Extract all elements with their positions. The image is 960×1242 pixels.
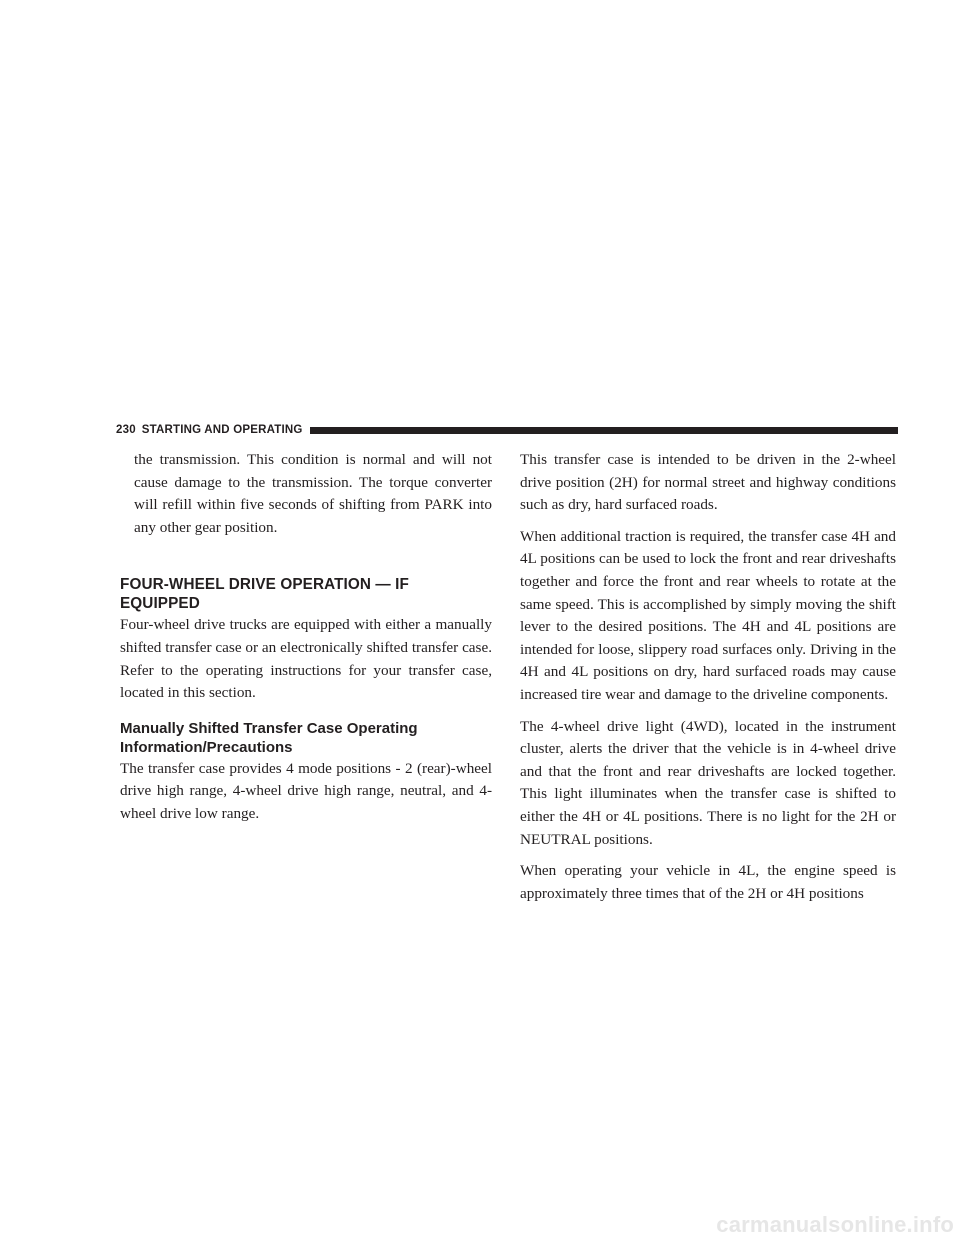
right-column <box>520 449 896 914</box>
header-rule <box>310 427 898 434</box>
section-paragraph: Four-wheel drive trucks are equipped with either a manually shifted transfer case or an electronically shifted transfer case. Refer to the operating instructions for your transfer case, located in this section. <box>120 616 492 702</box>
intro-paragraph: the transmission. This condition is normal and will not cause damage to the transmission. The torque converter will refill within five seconds of shifting from PARK into any other gear position. <box>134 451 492 536</box>
section-heading <box>120 575 492 613</box>
section-heading-line1: FOUR-WHEEL DRIVE OPERATION — IF <box>120 576 409 594</box>
page-number: 230 <box>116 424 136 436</box>
section-heading-line2: EQUIPPED <box>120 595 200 613</box>
subheading <box>120 719 492 757</box>
running-header <box>116 423 898 437</box>
left-column <box>120 449 492 835</box>
subheading-line1: Manually Shifted Transfer Case Operating <box>120 719 418 737</box>
sub-paragraph: The transfer case provides 4 mode positions - 2 (rear)-wheel drive high range, 4-wheel drive high range, neutral, and 4-wheel drive low range. <box>120 759 492 822</box>
paragraph-4l-speed: When operating your vehicle in 4L, the engine speed is approximately three times that of the 2H or 4H positions <box>520 862 896 902</box>
subheading-line2: Information/Precautions <box>120 738 293 756</box>
paragraph-traction: When additional traction is required, the transfer case 4H and 4L positions can be used to lock the front and rear driveshafts together and force the front and rear wheels to rotate at the same speed. This is accomplished by simply moving the shift lever to the desired positions. The 4H and 4L positions are intended for loose, slippery road surfaces only. Driving in the 4H and 4L positions on dry, hard surfaced roads may cause increased tire wear and damage to the driveline components. <box>520 527 896 703</box>
paragraph-2h: This transfer case is intended to be driven in the 2-wheel drive position (2H) for normal street and highway conditions such as dry, hard surfaced roads. <box>520 451 896 514</box>
section-title: STARTING AND OPERATING <box>141 424 303 436</box>
paragraph-4wd-light: The 4-wheel drive light (4WD), located in the instrument cluster, alerts the driver that the vehicle is in 4-wheel drive and that the front and rear driveshafts are locked together. This light illuminates when the transfer case is shifted to either the 4H or 4L positions. There is no light for the 2H or NEUTRAL positions. <box>520 717 896 848</box>
watermark: carmanualsonline.info <box>716 1212 954 1237</box>
